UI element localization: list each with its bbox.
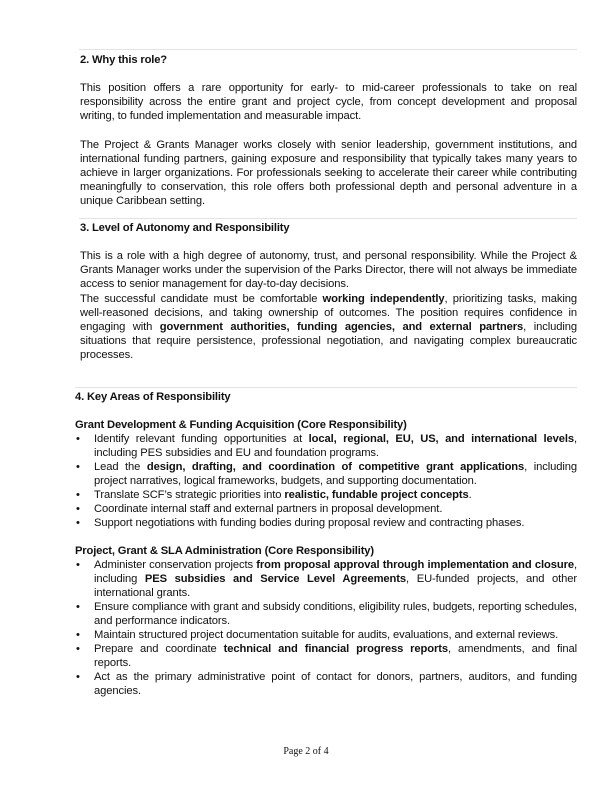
section-divider: [79, 218, 577, 219]
bullet-icon: •: [76, 489, 80, 501]
list-item: [76, 670, 577, 698]
text: Support negotiations with funding bodies during proposal review and contracting phases.: [94, 517, 525, 529]
list-item: [76, 628, 577, 642]
why-paragraph-1: This position offers a rare opportunity for early- to mid-career professionals to take on real responsibility across the entire grant and project cycle, from concept development and proposal writing, to funded implementation and measurable impact.: [80, 82, 577, 122]
list-item: [76, 600, 577, 628]
text: , including PES subsidies and EU and foundation programs.: [94, 433, 577, 459]
section-heading-key-areas: 4. Key Areas of Responsibility: [75, 391, 231, 403]
text: , EU-funded projects, and other international grants.: [94, 573, 578, 599]
why-paragraph-2: The Project & Grants Manager works closely with senior leadership, government institutions, and international funding partners, gaining exposure and responsibility that typically takes many years to achieve in larger organizations. For professionals seeking to accelerate their career while contributing meaningfully to conservation, this role offers both professional depth and personal adventure in a unique Caribbean setting.: [80, 139, 577, 207]
grant-development-list: [76, 432, 577, 530]
text: , amendments, and final reports.: [94, 643, 577, 669]
bullet-icon: •: [76, 433, 80, 445]
list-item: [76, 460, 577, 488]
bullet-icon: •: [76, 643, 80, 655]
emphasis: PES subsidies and Service Level Agreements: [144, 573, 407, 585]
list-item: [76, 558, 577, 600]
list-item: [76, 502, 577, 516]
project-administration-list: [76, 558, 577, 698]
text: Coordinate internal staff and external partners in proposal development.: [94, 503, 443, 515]
bullet-icon: •: [76, 671, 80, 683]
emphasis: government authorities, funding agencies, and external partners: [159, 321, 524, 333]
text: Administer conservation projects: [94, 559, 257, 571]
text: Prepare and coordinate: [94, 643, 224, 655]
bullet-icon: •: [76, 461, 80, 473]
subheading-grant-development: Grant Development & Funding Acquisition (Core Responsibility): [75, 419, 407, 431]
emphasis: realistic, fundable project concepts: [284, 489, 469, 501]
bullet-icon: •: [76, 517, 80, 529]
section-divider: [79, 49, 577, 50]
text: Ensure compliance with grant and subsidy conditions, eligibility rules, budgets, reporting schedules, and performance indicators.: [94, 601, 577, 627]
emphasis: local, regional, EU, US, and international levels: [308, 433, 574, 445]
emphasis: working independently: [322, 293, 445, 305]
bullet-icon: •: [76, 601, 80, 613]
autonomy-paragraph-2: [80, 292, 577, 362]
autonomy-paragraph-1: This is a role with a high degree of autonomy, trust, and personal responsibility. While the Project & Grants Manager works under the supervision of the Parks Director, there will not always be immediate access to senior management for day-to-day decisions.: [80, 250, 577, 290]
bullet-icon: •: [76, 629, 80, 641]
text: , including situations that require persistence, professional negotiation, and navigating complex bureaucratic processes.: [80, 321, 577, 361]
text: , prioritizing tasks, making well-reasoned decisions, and taking ownership of outcomes. The position requires confidence in engaging with: [80, 293, 577, 333]
text: , including project narratives, logical frameworks, budgets, and supporting documentation.: [94, 461, 577, 487]
list-item: [76, 488, 577, 502]
text: Identify relevant funding opportunities at: [94, 433, 309, 445]
text: .: [468, 489, 472, 501]
bullet-icon: •: [76, 559, 80, 571]
list-item: [76, 432, 577, 460]
text: The successful candidate must be comfortable: [80, 293, 323, 305]
emphasis: design, drafting, and coordination of competitive grant applications: [146, 461, 525, 473]
subheading-project-administration: Project, Grant & SLA Administration (Core Responsibility): [75, 545, 374, 557]
text: Lead the: [94, 461, 147, 473]
text: , including: [94, 559, 577, 585]
section-heading-autonomy: 3. Level of Autonomy and Responsibility: [80, 222, 290, 234]
bullet-icon: •: [76, 503, 80, 515]
emphasis: technical and financial progress reports: [223, 643, 449, 655]
list-item: [76, 516, 577, 530]
text: Maintain structured project documentation suitable for audits, evaluations, and external reviews.: [94, 629, 559, 641]
emphasis: from proposal approval through implementation and closure: [256, 559, 574, 571]
page-number: Page 2 of 4: [283, 746, 329, 757]
section-heading-why: 2. Why this role?: [80, 54, 167, 66]
text: Translate SCF’s strategic priorities into: [94, 489, 285, 501]
section-divider: [75, 387, 577, 388]
text: Act as the primary administrative point of contact for donors, partners, auditors, and funding agencies.: [94, 671, 577, 697]
list-item: [76, 642, 577, 670]
